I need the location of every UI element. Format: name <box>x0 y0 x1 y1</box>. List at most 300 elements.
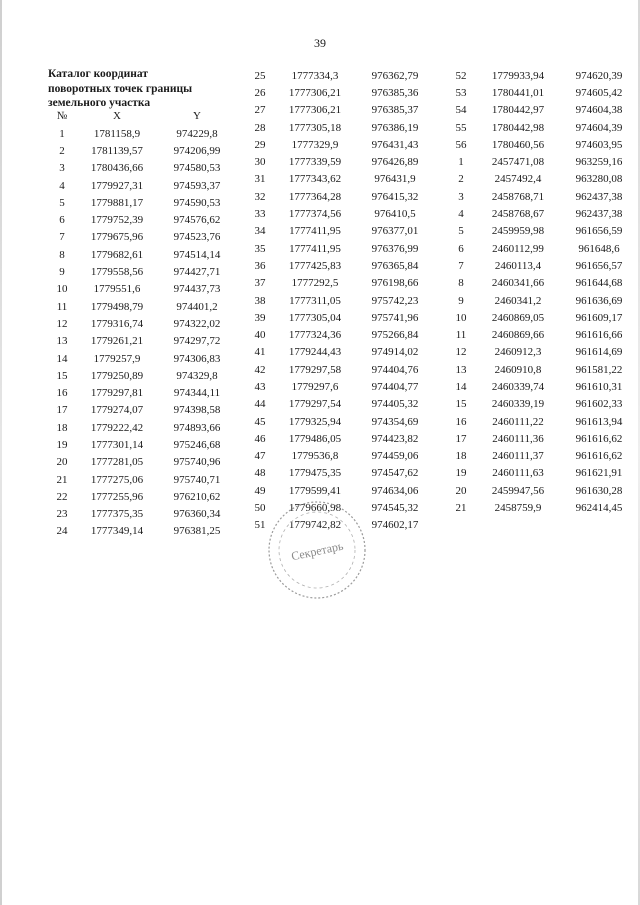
point-number: 54 <box>455 104 467 117</box>
x-coordinate: 2460912,3 <box>494 346 542 359</box>
y-coordinate: 974593,37 <box>173 179 221 192</box>
y-coordinate: 961648,6 <box>578 242 620 255</box>
coordinate-row <box>246 275 434 292</box>
point-number: 5 <box>59 196 65 209</box>
point-number: 34 <box>254 225 266 238</box>
y-coordinate: 974605,42 <box>575 86 623 99</box>
x-coordinate: 1777301,14 <box>90 438 144 451</box>
y-coordinate: 961656,59 <box>575 225 623 238</box>
coordinate-row <box>48 177 236 194</box>
point-number: 14 <box>56 352 68 365</box>
x-coordinate: 1779475,35 <box>288 467 342 480</box>
y-coordinate: 961610,31 <box>575 380 623 393</box>
y-coordinate: 976410,5 <box>374 208 416 221</box>
coordinate-row <box>48 506 236 523</box>
x-coordinate: 1780436,66 <box>90 162 144 175</box>
y-coordinate: 974602,17 <box>371 519 419 532</box>
point-number: 10 <box>56 283 68 296</box>
coordinate-row <box>246 102 434 119</box>
point-number: 16 <box>56 387 68 400</box>
y-coordinate: 976385,36 <box>371 86 419 99</box>
coordinate-column-1 <box>48 125 236 540</box>
coordinate-row <box>246 119 434 136</box>
point-number: 24 <box>56 525 68 538</box>
y-coordinate: 974545,32 <box>371 502 419 515</box>
point-number: 49 <box>254 484 266 497</box>
coordinate-row <box>48 194 236 211</box>
x-coordinate: 2460111,37 <box>492 450 544 463</box>
y-coordinate: 975741,96 <box>371 311 419 324</box>
coordinate-row <box>48 142 236 159</box>
y-coordinate: 974354,69 <box>371 415 419 428</box>
y-coordinate: 976386,19 <box>371 121 419 134</box>
coordinate-row <box>48 454 236 471</box>
point-number: 8 <box>59 248 65 261</box>
x-coordinate: 1780442,97 <box>491 104 545 117</box>
x-coordinate: 1779551,6 <box>93 283 141 296</box>
coordinate-row <box>48 246 236 263</box>
coordinate-row <box>246 430 434 447</box>
point-number: 43 <box>254 380 266 393</box>
y-coordinate: 975266,84 <box>371 329 419 342</box>
x-coordinate: 1779297,54 <box>288 398 342 411</box>
y-coordinate: 974398,58 <box>173 404 221 417</box>
x-coordinate: 1777305,04 <box>288 311 342 324</box>
x-coordinate: 2460111,22 <box>492 415 544 428</box>
point-number: 7 <box>59 231 65 244</box>
x-coordinate: 1780441,01 <box>491 86 545 99</box>
coordinate-row <box>246 171 434 188</box>
coordinate-row <box>48 436 236 453</box>
y-coordinate: 976360,34 <box>173 508 221 521</box>
x-coordinate: 1779498,79 <box>90 300 144 313</box>
coordinate-row <box>246 361 434 378</box>
x-coordinate: 1779325,94 <box>288 415 342 428</box>
coordinate-row <box>48 298 236 315</box>
x-coordinate: 2460869,05 <box>491 311 545 324</box>
y-coordinate: 974322,02 <box>173 317 221 330</box>
y-coordinate: 974576,62 <box>173 214 221 227</box>
x-coordinate: 2460113,4 <box>494 259 542 272</box>
point-number: 32 <box>254 190 266 203</box>
point-number: 53 <box>455 86 467 99</box>
point-number: 48 <box>254 467 266 480</box>
point-number: 51 <box>254 519 266 532</box>
coordinate-row <box>246 309 434 326</box>
point-number: 3 <box>458 190 464 203</box>
y-coordinate: 976431,43 <box>371 138 419 151</box>
x-coordinate: 1781158,9 <box>93 127 141 140</box>
x-coordinate: 1779660,98 <box>288 502 342 515</box>
point-number: 1 <box>458 156 464 169</box>
y-coordinate: 974344,11 <box>173 387 221 400</box>
point-number: 2 <box>59 144 65 157</box>
point-number: 9 <box>59 266 65 279</box>
x-coordinate: 1779881,17 <box>90 196 144 209</box>
y-coordinate: 974306,83 <box>173 352 221 365</box>
catalog-title-line-2: поворотных точек границы <box>48 82 193 95</box>
coordinate-row <box>446 465 638 482</box>
y-coordinate: 974404,77 <box>371 380 419 393</box>
point-number: 16 <box>455 415 467 428</box>
point-number: 7 <box>458 259 464 272</box>
point-number: 14 <box>455 380 467 393</box>
point-number: 12 <box>56 317 68 330</box>
header-x: X <box>113 110 121 122</box>
coordinate-row <box>446 482 638 499</box>
y-coordinate: 963259,16 <box>575 156 623 169</box>
y-coordinate: 974329,8 <box>176 369 218 382</box>
coordinate-row <box>446 430 638 447</box>
y-coordinate: 961613,94 <box>575 415 623 428</box>
x-coordinate: 1777292,5 <box>291 277 339 290</box>
coordinate-row <box>446 119 638 136</box>
coordinate-row <box>446 67 638 84</box>
coordinate-row <box>246 240 434 257</box>
scan-edge-left <box>0 0 2 905</box>
point-number: 52 <box>455 69 467 82</box>
point-number: 27 <box>254 104 266 117</box>
point-number: 21 <box>56 473 68 486</box>
coordinate-row <box>48 333 236 350</box>
point-number: 35 <box>254 242 266 255</box>
x-coordinate: 1777374,56 <box>288 208 342 221</box>
coordinate-row <box>446 292 638 309</box>
point-number: 8 <box>458 277 464 290</box>
point-number: 4 <box>59 179 65 192</box>
x-coordinate: 1779742,82 <box>288 519 342 532</box>
point-number: 19 <box>56 438 68 451</box>
x-coordinate: 2460341,2 <box>494 294 542 307</box>
x-coordinate: 1780460,56 <box>491 138 545 151</box>
coordinate-column-3 <box>446 67 638 517</box>
point-number: 1 <box>59 127 65 140</box>
point-number: 50 <box>254 502 266 515</box>
point-number: 33 <box>254 208 266 221</box>
x-coordinate: 2457492,4 <box>494 173 542 186</box>
x-coordinate: 1777311,05 <box>289 294 341 307</box>
coordinate-row <box>446 102 638 119</box>
x-coordinate: 2458768,71 <box>491 190 545 203</box>
y-coordinate: 961644,68 <box>575 277 623 290</box>
x-coordinate: 1779599,41 <box>288 484 342 497</box>
coordinate-row <box>48 125 236 142</box>
x-coordinate: 1777306,21 <box>288 104 342 117</box>
coordinate-row <box>48 263 236 280</box>
point-number: 3 <box>59 162 65 175</box>
y-coordinate: 961621,91 <box>575 467 623 480</box>
round-seal-stamp <box>262 495 372 605</box>
y-coordinate: 976431,9 <box>374 173 416 186</box>
point-number: 21 <box>455 502 467 515</box>
x-coordinate: 2460112,99 <box>492 242 544 255</box>
x-coordinate: 1777349,14 <box>90 525 144 538</box>
x-coordinate: 1779558,56 <box>90 266 144 279</box>
x-coordinate: 1779257,9 <box>93 352 141 365</box>
y-coordinate: 962414,45 <box>575 502 623 515</box>
point-number: 12 <box>455 346 467 359</box>
point-number: 30 <box>254 156 266 169</box>
coordinate-row <box>48 488 236 505</box>
y-coordinate: 974405,32 <box>371 398 419 411</box>
x-coordinate: 1777324,36 <box>288 329 342 342</box>
y-coordinate: 975740,96 <box>173 456 221 469</box>
y-coordinate: 976362,79 <box>371 69 419 82</box>
x-coordinate: 2460341,66 <box>491 277 545 290</box>
y-coordinate: 961616,62 <box>575 450 623 463</box>
y-coordinate: 961616,66 <box>575 329 623 342</box>
point-number: 15 <box>455 398 467 411</box>
coordinate-row <box>48 384 236 401</box>
y-coordinate: 961602,33 <box>575 398 623 411</box>
y-coordinate: 974547,62 <box>371 467 419 480</box>
y-coordinate: 976385,37 <box>371 104 419 117</box>
y-coordinate: 974893,66 <box>173 421 221 434</box>
point-number: 17 <box>56 404 68 417</box>
x-coordinate: 2459959,98 <box>491 225 545 238</box>
y-coordinate: 961616,62 <box>575 432 623 445</box>
y-coordinate: 974229,8 <box>176 127 218 140</box>
coordinate-row <box>48 523 236 540</box>
point-number: 23 <box>56 508 68 521</box>
x-coordinate: 2460910,8 <box>494 363 542 376</box>
x-coordinate: 2459947,56 <box>491 484 545 497</box>
x-coordinate: 1777306,21 <box>288 86 342 99</box>
header-number: № <box>56 110 68 122</box>
x-coordinate: 1779297,6 <box>291 380 339 393</box>
point-number: 6 <box>458 242 464 255</box>
x-coordinate: 1777255,96 <box>90 490 144 503</box>
x-coordinate: 2458768,67 <box>491 208 545 221</box>
y-coordinate: 974604,38 <box>575 104 623 117</box>
x-coordinate: 1779536,8 <box>291 450 339 463</box>
y-coordinate: 974604,39 <box>575 121 623 134</box>
point-number: 5 <box>458 225 464 238</box>
page-number: 39 <box>314 36 326 50</box>
point-number: 40 <box>254 329 266 342</box>
coordinate-row <box>246 292 434 309</box>
point-number: 6 <box>59 214 65 227</box>
point-number: 18 <box>455 450 467 463</box>
y-coordinate: 974437,73 <box>173 283 221 296</box>
y-coordinate: 975740,71 <box>173 473 221 486</box>
x-coordinate: 1779752,39 <box>90 214 144 227</box>
y-coordinate: 961614,69 <box>575 346 623 359</box>
y-coordinate: 974603,95 <box>575 138 623 151</box>
coordinate-row <box>48 471 236 488</box>
y-coordinate: 976381,25 <box>173 525 221 538</box>
coordinate-row <box>446 396 638 413</box>
x-coordinate: 1779933,94 <box>491 69 545 82</box>
point-number: 55 <box>455 121 467 134</box>
point-number: 42 <box>254 363 266 376</box>
y-coordinate: 974514,14 <box>173 248 221 261</box>
x-coordinate: 1779222,42 <box>90 421 144 434</box>
y-coordinate: 974590,53 <box>173 196 221 209</box>
coordinate-row <box>48 281 236 298</box>
y-coordinate: 974206,99 <box>173 144 221 157</box>
coordinate-row <box>446 361 638 378</box>
y-coordinate: 976415,32 <box>371 190 419 203</box>
point-number: 11 <box>455 329 467 342</box>
coordinate-row <box>48 367 236 384</box>
point-number: 15 <box>56 369 68 382</box>
coordinate-row <box>48 419 236 436</box>
catalog-title-line-1: Каталог координат <box>48 68 148 80</box>
x-coordinate: 1779274,07 <box>90 404 144 417</box>
x-coordinate: 1777411,95 <box>289 242 341 255</box>
x-coordinate: 1779486,05 <box>288 432 342 445</box>
coordinate-row <box>246 223 434 240</box>
coordinate-row <box>446 240 638 257</box>
coordinate-row <box>446 344 638 361</box>
point-number: 31 <box>254 173 266 186</box>
y-coordinate: 962437,38 <box>575 190 623 203</box>
x-coordinate: 1777425,83 <box>288 259 342 272</box>
coordinate-row <box>48 211 236 228</box>
coordinate-row <box>446 257 638 274</box>
x-coordinate: 1779297,58 <box>288 363 342 376</box>
point-number: 25 <box>254 69 266 82</box>
y-coordinate: 974620,39 <box>575 69 623 82</box>
coordinate-row <box>446 326 638 343</box>
y-coordinate: 974459,06 <box>371 450 419 463</box>
y-coordinate: 974523,76 <box>173 231 221 244</box>
coordinate-row <box>48 350 236 367</box>
point-number: 26 <box>254 86 266 99</box>
catalog-title-line-3: земельного участка <box>48 97 151 109</box>
x-coordinate: 1779316,74 <box>90 317 144 330</box>
point-number: 44 <box>254 398 266 411</box>
coordinate-row <box>446 499 638 516</box>
header-y: Y <box>193 110 201 122</box>
x-coordinate: 1779250,89 <box>90 369 144 382</box>
coordinate-row <box>246 378 434 395</box>
y-coordinate: 974427,71 <box>173 266 221 279</box>
coordinate-row <box>246 344 434 361</box>
point-number: 36 <box>254 259 266 272</box>
x-coordinate: 1779927,31 <box>90 179 144 192</box>
y-coordinate: 976377,01 <box>371 225 419 238</box>
x-coordinate: 2460339,19 <box>491 398 545 411</box>
coordinate-row <box>446 153 638 170</box>
catalog-title <box>48 67 238 111</box>
point-number: 38 <box>254 294 266 307</box>
coordinate-row <box>246 413 434 430</box>
x-coordinate: 1777339,59 <box>288 156 342 169</box>
x-coordinate: 1779297,81 <box>90 387 144 400</box>
x-coordinate: 1777281,05 <box>90 456 144 469</box>
y-coordinate: 974580,53 <box>173 162 221 175</box>
coordinate-row <box>48 229 236 246</box>
point-number: 20 <box>56 456 68 469</box>
coordinate-column-2 <box>246 67 434 534</box>
x-coordinate: 1777329,9 <box>291 138 339 151</box>
coordinate-row <box>246 465 434 482</box>
point-number: 10 <box>455 311 467 324</box>
y-coordinate: 974634,06 <box>371 484 419 497</box>
x-coordinate: 2458759,9 <box>494 502 542 515</box>
point-number: 47 <box>254 450 266 463</box>
y-coordinate: 976198,66 <box>371 277 419 290</box>
y-coordinate: 974423,82 <box>371 432 419 445</box>
y-coordinate: 975246,68 <box>173 438 221 451</box>
point-number: 9 <box>458 294 464 307</box>
y-coordinate: 961656,57 <box>575 259 623 272</box>
coordinate-row <box>446 223 638 240</box>
coordinate-row <box>446 378 638 395</box>
point-number: 29 <box>254 138 266 151</box>
coordinate-row <box>48 160 236 177</box>
x-coordinate: 1781139,57 <box>91 144 143 157</box>
coordinate-row <box>246 136 434 153</box>
x-coordinate: 1779682,61 <box>90 248 144 261</box>
x-coordinate: 1777334,3 <box>291 69 339 82</box>
y-coordinate: 976426,89 <box>371 156 419 169</box>
x-coordinate: 1777411,95 <box>289 225 341 238</box>
coordinate-row <box>246 448 434 465</box>
coordinate-row <box>246 257 434 274</box>
x-coordinate: 2460111,63 <box>492 467 544 480</box>
coordinate-row <box>48 402 236 419</box>
point-number: 20 <box>455 484 467 497</box>
y-coordinate: 974297,72 <box>173 335 221 348</box>
coordinate-row <box>446 188 638 205</box>
y-coordinate: 961630,28 <box>575 484 623 497</box>
y-coordinate: 963280,08 <box>575 173 623 186</box>
x-coordinate: 2460111,36 <box>492 432 544 445</box>
x-coordinate: 2457471,08 <box>491 156 545 169</box>
coordinate-row <box>246 396 434 413</box>
coordinate-row <box>246 84 434 101</box>
point-number: 28 <box>254 121 266 134</box>
coordinate-row <box>446 171 638 188</box>
x-coordinate: 1779675,96 <box>90 231 144 244</box>
y-coordinate: 961581,22 <box>575 363 623 376</box>
point-number: 45 <box>254 415 266 428</box>
coordinate-row <box>446 84 638 101</box>
y-coordinate: 962437,38 <box>575 208 623 221</box>
x-coordinate: 1779244,43 <box>288 346 342 359</box>
y-coordinate: 976376,99 <box>371 242 419 255</box>
point-number: 4 <box>458 208 464 221</box>
y-coordinate: 961636,69 <box>575 294 623 307</box>
y-coordinate: 974401,2 <box>176 300 218 313</box>
coordinate-row <box>246 153 434 170</box>
point-number: 17 <box>455 432 467 445</box>
coordinate-row <box>446 275 638 292</box>
point-number: 2 <box>458 173 464 186</box>
coordinate-row <box>446 205 638 222</box>
y-coordinate: 974404,76 <box>371 363 419 376</box>
y-coordinate: 976210,62 <box>173 490 221 503</box>
coordinate-row <box>246 326 434 343</box>
coordinate-row <box>446 136 638 153</box>
x-coordinate: 1777343,62 <box>288 173 342 186</box>
x-coordinate: 2460869,66 <box>491 329 545 342</box>
point-number: 39 <box>254 311 266 324</box>
x-coordinate: 2460339,74 <box>491 380 545 393</box>
svg-text:Секретарь: Секретарь <box>289 538 345 564</box>
point-number: 13 <box>455 363 467 376</box>
y-coordinate: 975742,23 <box>371 294 419 307</box>
point-number: 22 <box>56 490 68 503</box>
coordinate-row <box>446 413 638 430</box>
point-number: 37 <box>254 277 266 290</box>
x-coordinate: 1777275,06 <box>90 473 144 486</box>
point-number: 19 <box>455 467 467 480</box>
coordinate-row <box>246 188 434 205</box>
